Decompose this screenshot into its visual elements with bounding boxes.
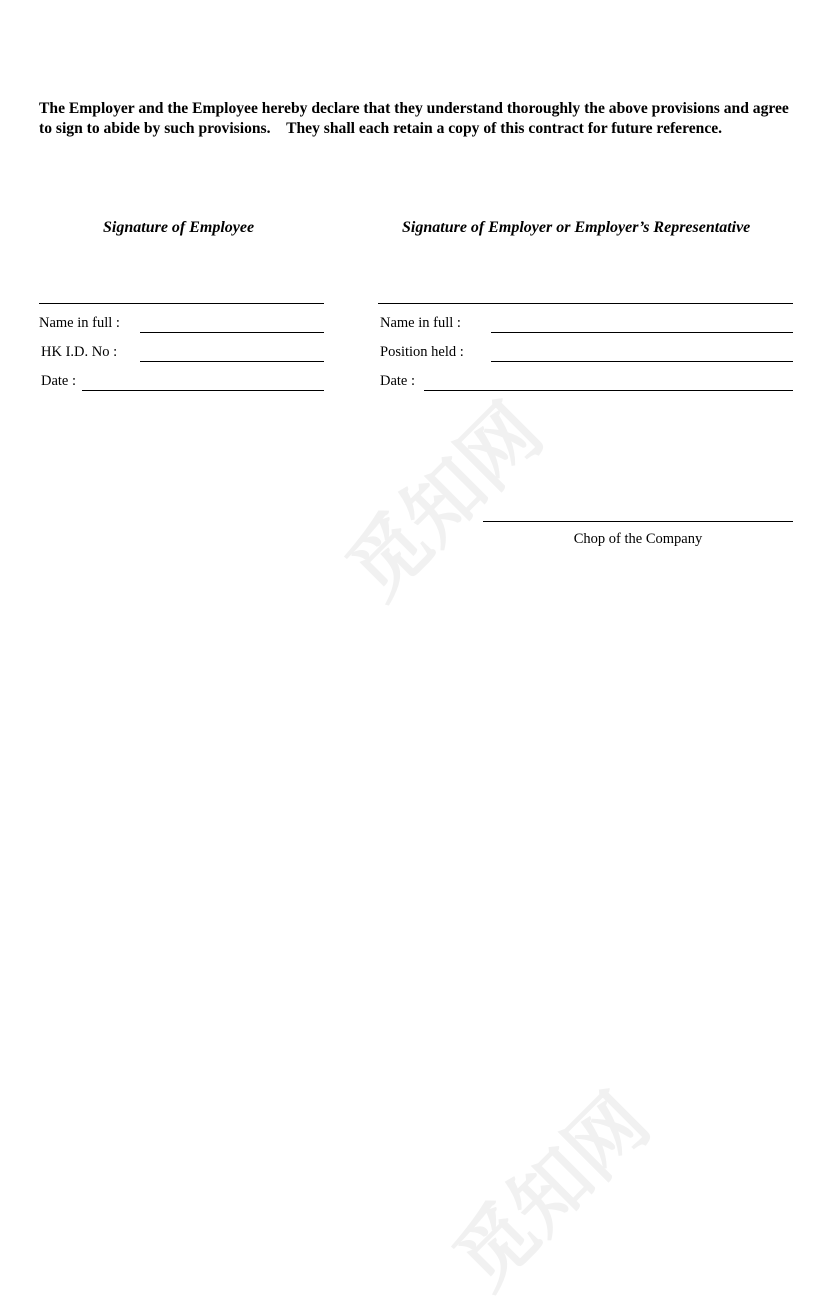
company-chop-line[interactable] <box>483 521 793 522</box>
employee-signature-heading: Signature of Employee <box>103 219 255 236</box>
employer-position-line[interactable] <box>491 361 793 362</box>
employee-name-line[interactable] <box>140 332 324 333</box>
watermark: 觅知网 <box>330 387 560 617</box>
employee-date-label: Date : <box>41 373 77 389</box>
employer-name-label: Name in full : <box>380 315 461 331</box>
employee-name-label: Name in full : <box>39 315 120 331</box>
employee-id-line[interactable] <box>140 361 324 362</box>
employer-name-line[interactable] <box>491 332 793 333</box>
employee-signature-line[interactable] <box>39 303 324 304</box>
company-chop-label: Chop of the Company <box>573 531 703 547</box>
employer-position-label: Position held : <box>380 344 464 360</box>
employee-date-line[interactable] <box>82 390 324 391</box>
declaration-text: The Employer and the Employee hereby declare that they understand thoroughly the above provisions and agree to sign to abide by such provisions. They shall each retain a copy of this contract for future reference. <box>39 100 789 137</box>
employer-date-label: Date : <box>380 373 416 389</box>
employer-signature-heading: Signature of Employer or Employer’s Representative <box>402 219 751 236</box>
employee-id-label: HK I.D. No : <box>41 344 118 360</box>
employer-signature-line[interactable] <box>378 303 793 304</box>
watermark: 觅知网 <box>437 1077 667 1307</box>
employer-date-line[interactable] <box>424 390 793 391</box>
